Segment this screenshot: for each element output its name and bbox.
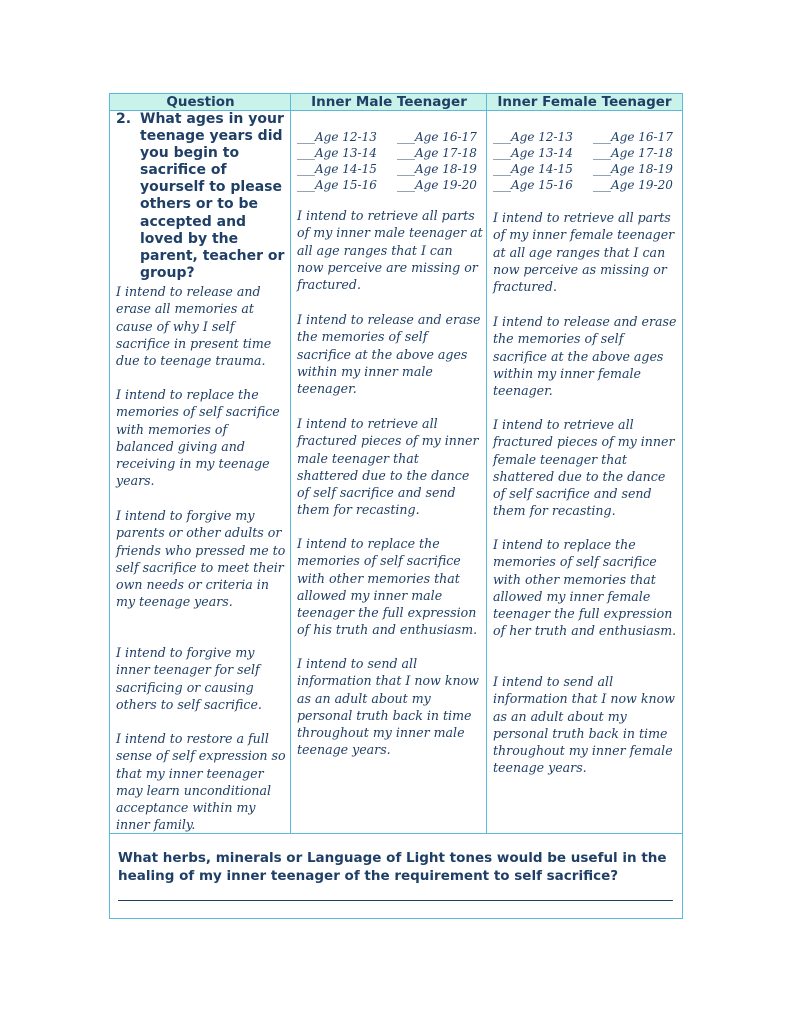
inner-male-column [291, 111, 486, 833]
age-option: ___Age 16-17 [397, 130, 477, 144]
question-text: What ages in your teenage years did you begin to sacrifice of yourself to please others or to be accepted and loved by the parent, teacher or group? [140, 111, 285, 281]
age-option: ___Age 14-15 [493, 162, 573, 176]
intent-paragraph: I intend to release and erase the memories of self sacrifice at the above ages within my inner male teenager. [297, 312, 481, 397]
intent-paragraph: I intend to retrieve all parts of my inner male teenager at all age ranges that I can now perceive are missing or fractured. [297, 208, 483, 293]
header-question: Question [110, 94, 291, 111]
age-option: ___Age 17-18 [397, 146, 477, 160]
intent-paragraph: I intend to retrieve all fractured pieces of my inner female teenager that shattered due to the dance of self sacrifice and send them for recasting. [493, 417, 675, 519]
age-option: ___Age 14-15 [297, 162, 377, 176]
age-option: ___Age 16-17 [593, 130, 673, 144]
age-option: ___Age 17-18 [593, 146, 673, 160]
age-checklist [297, 129, 487, 193]
age-option: ___Age 13-14 [297, 146, 377, 160]
answer-line[interactable] [118, 900, 673, 901]
age-option: ___Age 13-14 [493, 146, 573, 160]
question-number: 2. [116, 111, 132, 127]
intent-paragraph: I intend to replace the memories of self sacrifice with other memories that allowed my inner female teenager the full expression of her truth and enthusiasm. [493, 537, 677, 639]
age-option: ___Age 19-20 [397, 178, 477, 192]
age-option: ___Age 12-13 [297, 130, 377, 144]
age-checklist [493, 129, 683, 193]
intent-paragraph: I intend to retrieve all parts of my inner female teenager at all age ranges that I can now perceive as missing or fractured. [493, 210, 675, 295]
intent-paragraph: I intend to release and erase all memories at cause of why I self sacrifice in present time due to teenage trauma. [116, 284, 272, 369]
intent-paragraph: I intend to replace the memories of self sacrifice with other memories that allowed my inner male teenager the full expression of his truth and enthusiasm. [297, 536, 478, 638]
worksheet-table [109, 93, 683, 919]
followup-question: What herbs, minerals or Language of Light tones would be useful in the healing of my inner teenager of the requirement to self sacrifice? [118, 850, 667, 884]
intent-paragraph: I intend to restore a full sense of self expression so that my inner teenager may learn unconditional acceptance within my inner family. [116, 731, 286, 833]
intent-paragraph: I intend to replace the memories of self sacrifice with memories of balanced giving and receiving in my teenage years. [116, 387, 280, 489]
age-option: ___Age 18-19 [593, 162, 673, 176]
intent-paragraph: I intend to send all information that I now know as an adult about my personal truth back in time throughout my inner female teenage years. [493, 674, 675, 776]
age-option: ___Age 12-13 [493, 130, 573, 144]
question-column [110, 111, 290, 833]
age-option: ___Age 18-19 [397, 162, 477, 176]
intent-paragraph: I intend to forgive my inner teenager for self sacrificing or causing others to self sacrifice. [116, 645, 262, 712]
age-option: ___Age 19-20 [593, 178, 673, 192]
inner-female-column [487, 111, 682, 833]
header-inner-male: Inner Male Teenager [291, 94, 487, 111]
header-inner-female: Inner Female Teenager [487, 94, 682, 111]
age-option: ___Age 15-16 [493, 178, 573, 192]
intent-paragraph: I intend to forgive my parents or other adults or friends who pressed me to self sacrifice to meet their own needs or criteria in my teenage years. [116, 508, 286, 610]
age-option: ___Age 15-16 [297, 178, 377, 192]
intent-paragraph: I intend to send all information that I now know as an adult about my personal truth back in time throughout my inner male teenage years. [297, 656, 479, 758]
intent-paragraph: I intend to retrieve all fractured pieces of my inner male teenager that shattered due to the dance of self sacrifice and send them for recasting. [297, 416, 479, 518]
intent-paragraph: I intend to release and erase the memories of self sacrifice at the above ages within my inner female teenager. [493, 314, 677, 399]
